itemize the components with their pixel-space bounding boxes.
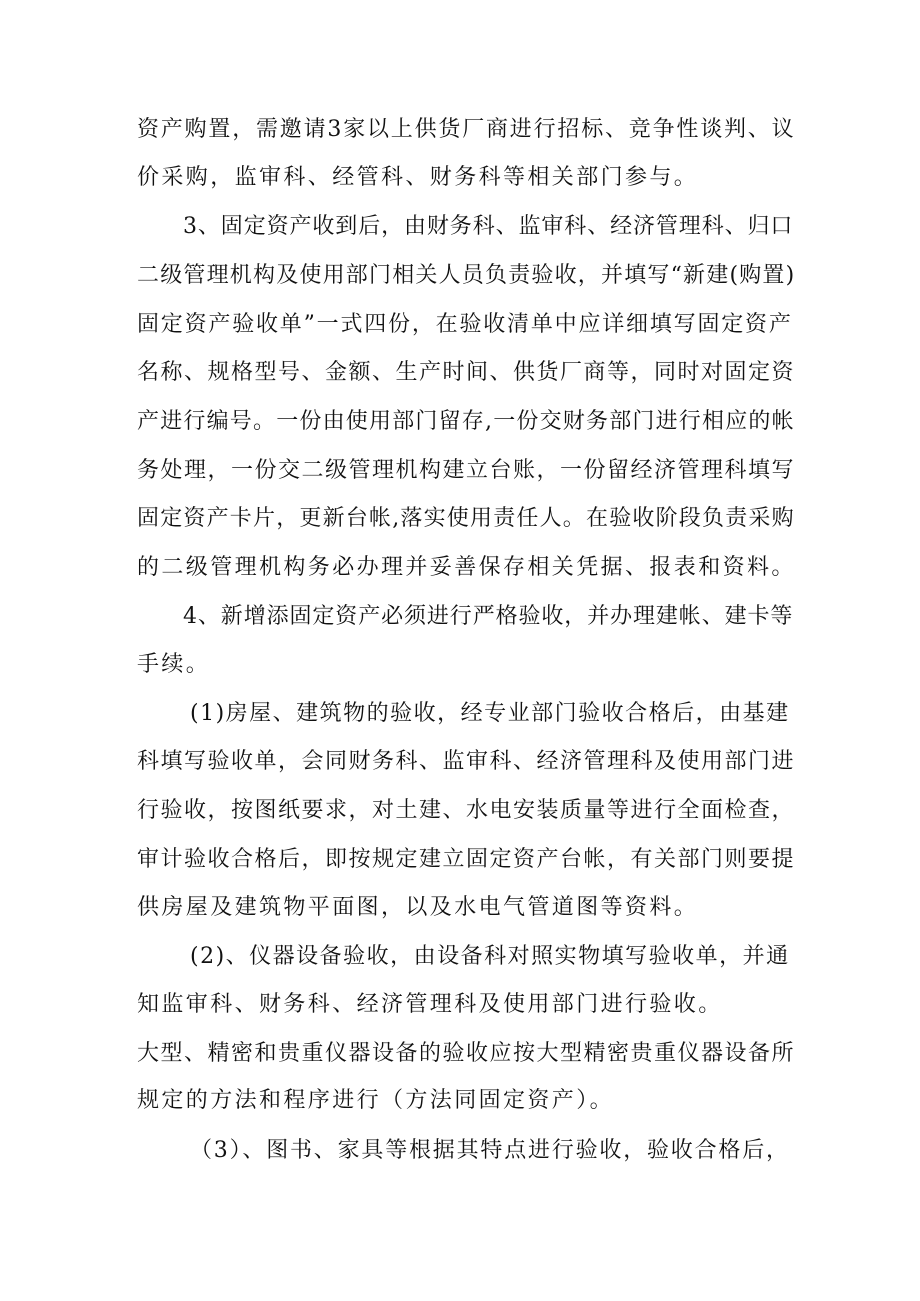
- text-line-6: 名称、规格型号、金额、生产时间、供货厂商等，同时对固定资: [137, 360, 796, 385]
- text-line-18: (2)、仪器设备验收，由设备科对照实物填写验收单，并通: [190, 944, 790, 969]
- text-line-10: 的二级管理机构务必办理并妥善保存相关凭据、报表和资料。: [137, 555, 796, 580]
- text-line-17: 供房屋及建筑物平面图，以及水电气管道图等资料。: [137, 895, 699, 920]
- text-line-4: 二级管理机构及使用部门相关人员负责验收，并填写“新建(购置): [137, 263, 796, 288]
- text-line-3: 3、固定资产收到后，由财务科、监审科、经济管理科、归口: [183, 214, 794, 239]
- text-line-19: 知监审科、财务科、经济管理科及使用部门进行验收。: [137, 992, 723, 1017]
- text-line-2: 价采购，监审科、经管科、财务科等相关部门参与。: [137, 165, 699, 190]
- text-line-11: 4、新增添固定资产必须进行严格验收，并办理建帐、建卡等: [183, 604, 794, 629]
- text-line-1: 资产购置，需邀请3家以上供货厂商进行招标、竞争性谈判、议: [137, 117, 796, 142]
- text-line-20: 大型、精密和贵重仪器设备的验收应按大型精密贵重仪器设备所: [137, 1041, 796, 1066]
- text-line-12: 手续。: [137, 652, 211, 677]
- text-line-22: （3）、图书、家具等根据其特点进行验收，验收合格后，: [190, 1138, 790, 1163]
- text-line-7: 产进行编号。一份由使用部门留存,一份交财务部门进行相应的帐: [137, 409, 795, 434]
- text-line-5: 固定资产验收单”一式四份，在验收清单中应详细填写固定资产: [137, 312, 793, 337]
- text-line-16: 审计验收合格后，即按规定建立固定资产台帐，有关部门则要提: [137, 847, 796, 872]
- text-line-15: 行验收，按图纸要求，对土建、水电安装质量等进行全面检查，: [137, 798, 796, 823]
- text-line-9: 固定资产卡片，更新台帐,落实使用责任人。在验收阶段负责采购: [137, 506, 795, 531]
- text-line-21: 规定的方法和程序进行（方法同固定资产）。: [137, 1088, 615, 1113]
- text-line-8: 务处理，一份交二级管理机构建立台账，一份留经济管理科填写: [137, 458, 796, 483]
- text-line-14: 科填写验收单，会同财务科、监审科、经济管理科及使用部门进: [137, 749, 796, 774]
- text-line-13: (1)房屋、建筑物的验收，经专业部门验收合格后，由基建: [190, 701, 790, 726]
